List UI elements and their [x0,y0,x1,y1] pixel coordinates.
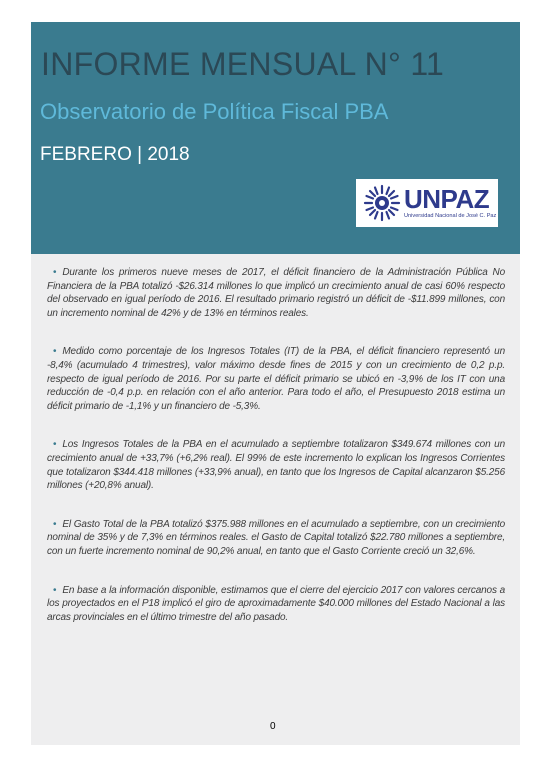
bullet-text: El Gasto Total de la PBA totalizó $375.988 millones en el acumulado a septiembre, con un crecimiento nominal de 35% y de 7,3% en términos reales. el Gasto de Capital totalizó $22.780 millones a septiembre, con un fuerte incremento nominal de 90,2% anual, en tanto que el Gasto Corriente creció un 32,6%. [47,518,505,557]
summary-bullet-list [47,266,505,649]
bullet-text: Los Ingresos Totales de la PBA en el acumulado a septiembre totalizaron $349.674 millones con un crecimiento anual de +33,7% (+6,2% real). El 99% de este incremento lo explican los Ingresos Corrientes que totalizaron $344.418 millones (+33,9% anual), en tanto que los Ingresos de Capital alcanzaron $5.256 millones (+20,8% anual). [47,439,505,492]
bullet-text: Durante los primeros nueve meses de 2017, el déficit financiero de la Administración Pública No Financiera de la PBA totalizó -$26.314 millones lo que implicó un crecimiento anual de casi 60% respecto del observado en igual período de 2016. El resultado primario registró un déficit de -$11.899 millones, con un incremento nominal de 42% y de 13% en términos reales. [47,267,505,319]
summary-bullet [47,584,505,625]
summary-bullet [47,345,505,413]
page-number: 0 [270,721,276,732]
bullet-icon: • [53,439,57,451]
summary-bullet [47,518,505,559]
unpaz-logo [356,179,498,227]
bullet-text: En base a la información disponible, estimamos que el cierre del ejercicio 2017 con valores cercanos a los proyectados en el P18 implicó el giro de aproximadamente $40.000 millones del Estado Nacional a las arcas provinciales en el último trimestre del año pasado. [47,584,505,623]
bullet-icon: • [53,346,57,358]
summary-bullet [47,266,505,320]
logo-text [404,186,496,220]
bullet-icon: • [53,518,57,530]
bullet-text: Medido como porcentaje de los Ingresos Totales (IT) de la PBA, el déficit financiero representó un -8,4% (acumulado 4 trimestres), valor máximo desde fines de 2015 y con un crecimiento de 0,2 p.p. respecto de igual período de 2016. Por su parte el déficit primario se ubicó en -3,9% de los IT con una reducción de -0,4 p.p. en relación con el año anterior. Para todo el año, el Presupuesto 2018 estima un déficit primario de -1,1% y un financiero de -5,3%. [47,346,505,412]
summary-bullet [47,438,505,492]
report-date: FEBRERO | 2018 [40,144,190,165]
logo-wordmark: UNPAZ [404,184,490,215]
unpaz-emblem-icon [362,183,402,223]
bullet-icon: • [53,267,57,278]
report-title: INFORME MENSUAL N° 11 [41,46,445,82]
logo-tagline: Universidad Nacional de José C. Paz [404,213,497,220]
bullet-icon: • [53,584,57,596]
report-subtitle: Observatorio de Política Fiscal PBA [40,99,389,124]
